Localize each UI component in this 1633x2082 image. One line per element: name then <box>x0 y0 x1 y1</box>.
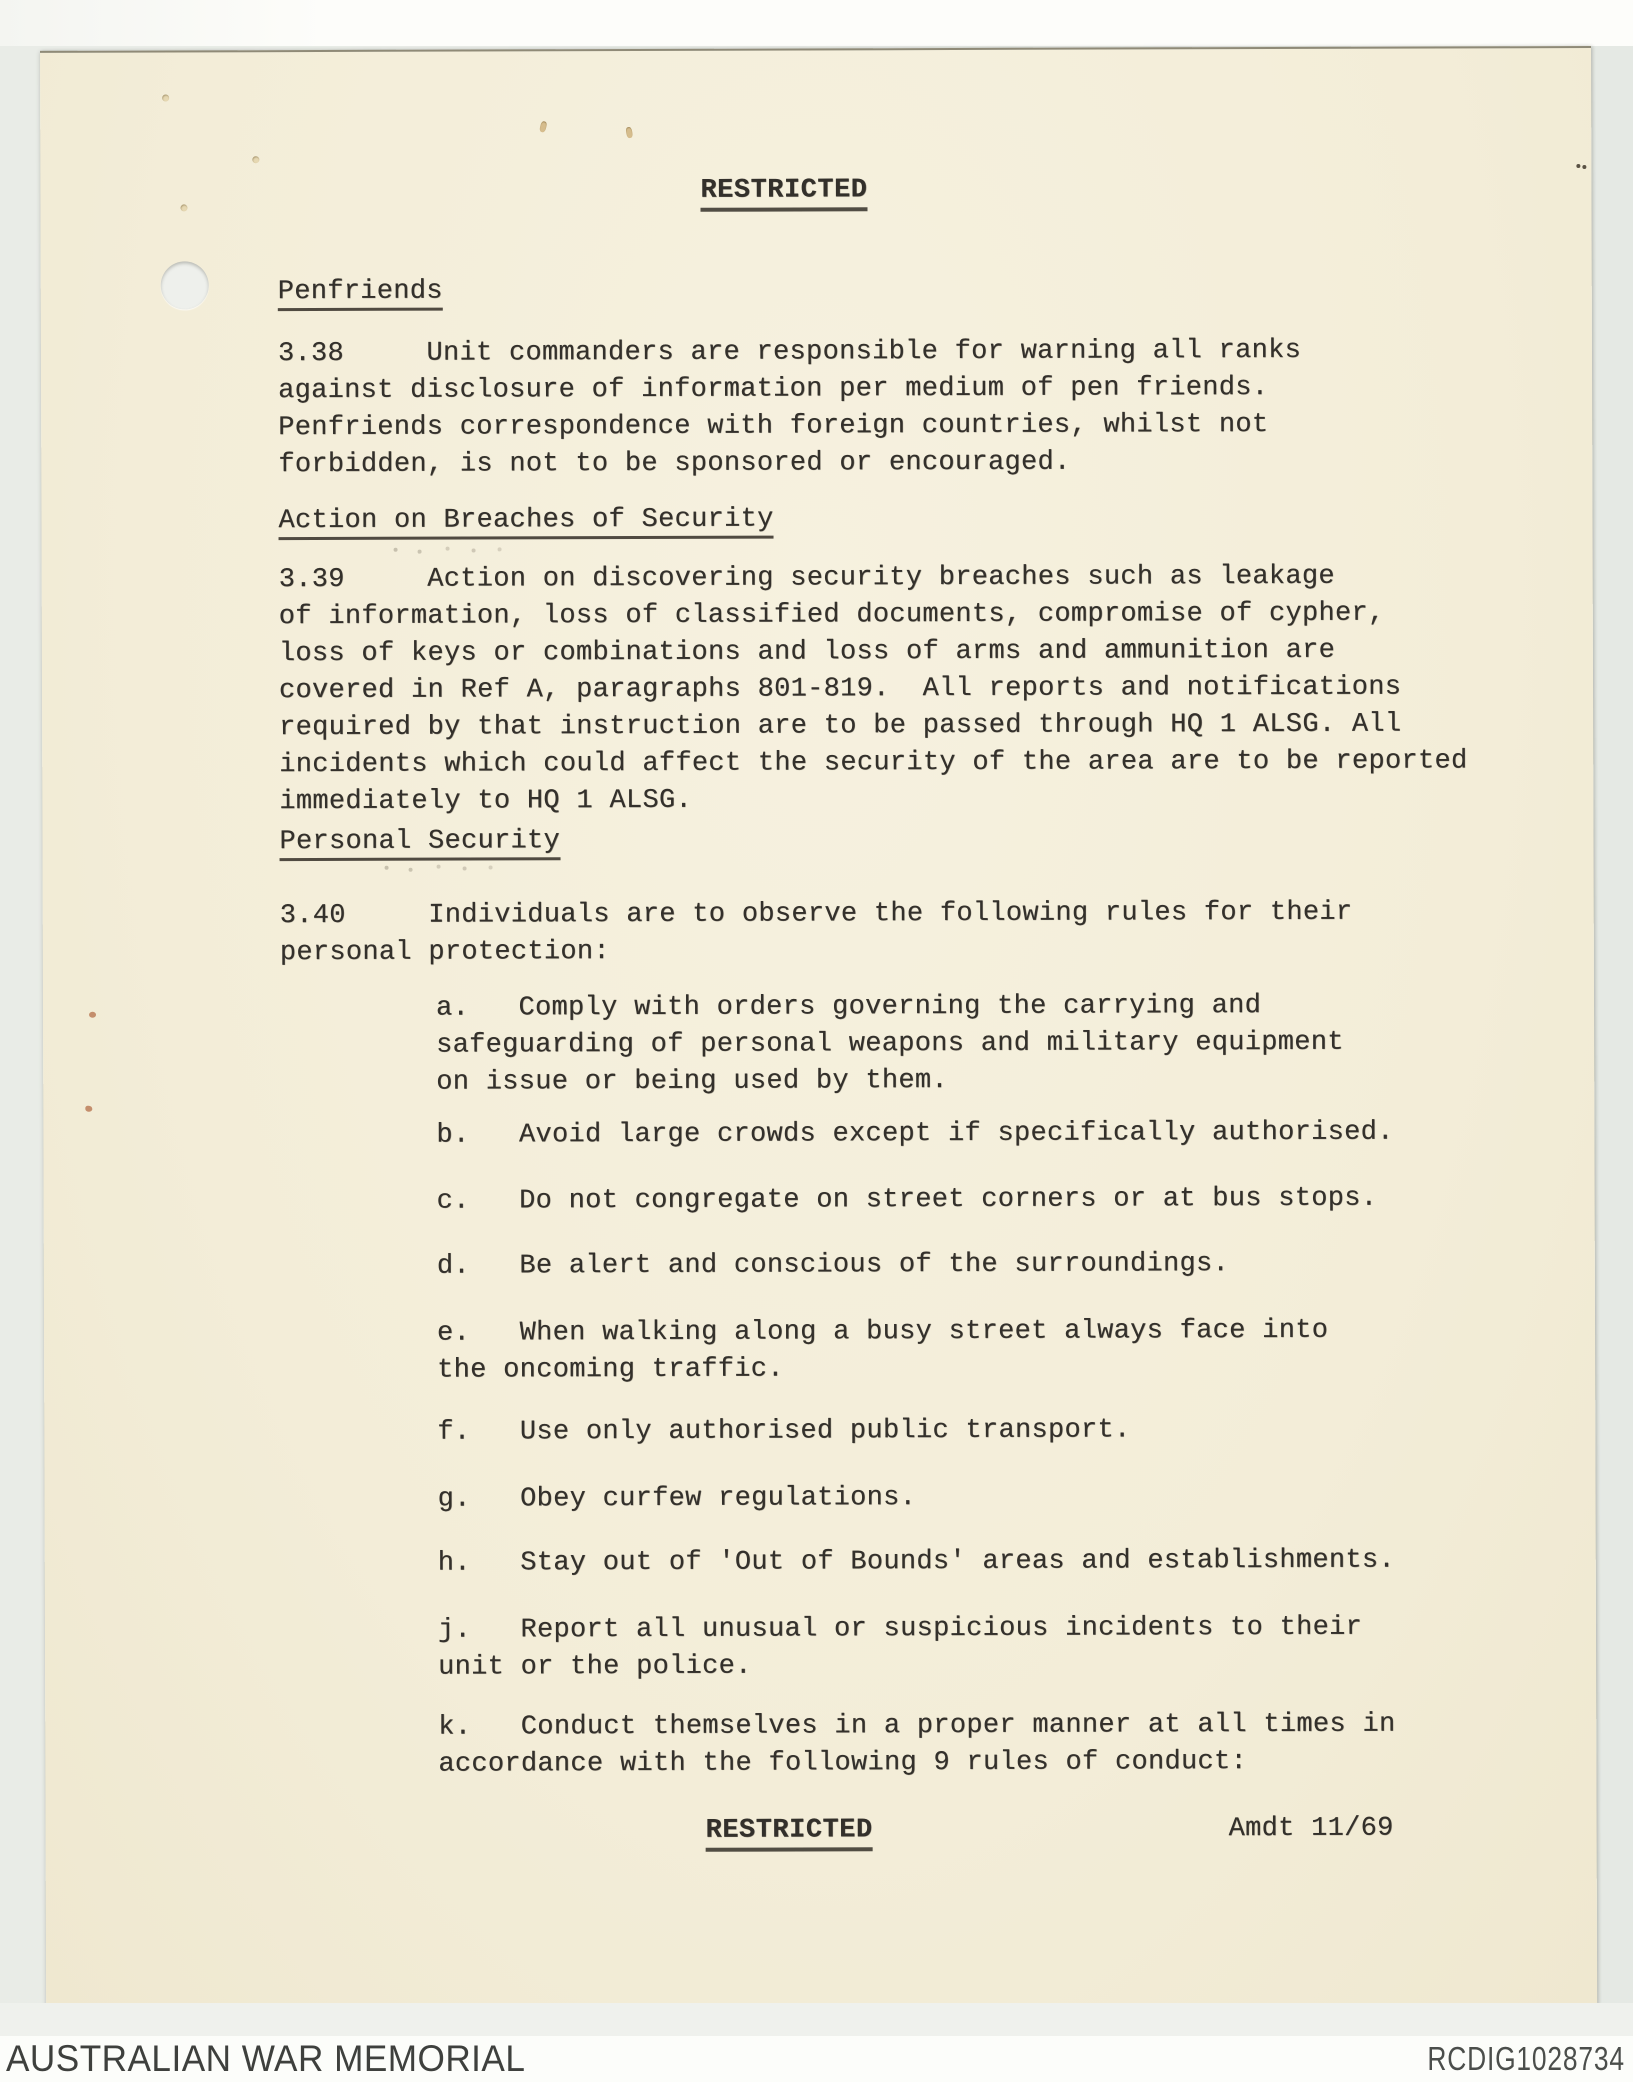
paper-pinhole <box>252 156 259 163</box>
paragraph-3-39: 3.39 Action on discovering security breaches such as leakage of information, loss of classified documents, compromise of cypher, loss of keys or combinations and loss of arms and ammunition are covered in Ref A, paragraphs 801-819. All reports and notifications required by that instruction are to be passed through HQ 1 ALSG. All incidents which could affect the security of the area are to be reported immediately to HQ 1 ALSG. <box>278 561 1468 818</box>
typewriter-smudge <box>385 866 389 870</box>
classification-header <box>700 172 867 210</box>
document-page <box>40 46 1597 2010</box>
amendment-number: Amdt 11/69 <box>1228 1813 1394 1845</box>
punch-hole <box>161 261 209 309</box>
paragraph-3-40: 3.40 Individuals are to observe the following rules for their personal protection: <box>279 897 1353 969</box>
rule-item-a: a. Comply with orders governing the carrying and safeguarding of personal weapons and military equipment on issue or being used by them. <box>435 991 1344 1098</box>
rule-item-b: b. Avoid large crowds except if specifically authorised. <box>436 1117 1394 1151</box>
archive-reference-id: RCDIG1028734 <box>1427 2040 1625 2077</box>
rule-item-j: j. Report all unusual or suspicious incidents to their unit or the police. <box>437 1612 1363 1683</box>
classification-header-text: RESTRICTED <box>700 175 867 212</box>
section-heading-penfriends: Penfriends <box>278 274 443 312</box>
section-heading-personal-security: Personal Security <box>279 823 560 861</box>
rule-item-k: k. Conduct themselves in a proper manner at all times in accordance with the following 9 rules of conduct: <box>438 1709 1396 1780</box>
paper-mark <box>1576 164 1580 168</box>
paper-mark <box>539 121 547 133</box>
rule-item-c: c. Do not congregate on street corners or at bus stops. <box>436 1183 1378 1217</box>
paper-stain <box>85 1106 92 1112</box>
archive-footer-bar <box>0 2036 1633 2082</box>
paragraph-3-38: 3.38 Unit commanders are responsible for warning all ranks against disclosure of information per medium of pen friends. Penfriends correspondence with foreign countries, whilst not forbidden, is not to be sponsored or encouraged. <box>277 335 1302 481</box>
typewriter-smudge <box>394 548 398 552</box>
rule-item-g: g. Obey curfew regulations. <box>437 1483 917 1515</box>
paper-stain <box>89 1012 96 1018</box>
classification-footer-text: RESTRICTED <box>706 1815 873 1852</box>
paper-pinhole <box>162 94 169 101</box>
scan-top-margin <box>0 0 1633 46</box>
archive-institution-label: AUSTRALIAN WAR MEMORIAL <box>6 2038 526 2079</box>
classification-footer <box>706 1812 873 1850</box>
rule-item-f: f. Use only authorised public transport. <box>437 1415 1131 1448</box>
rule-item-d: d. Be alert and conscious of the surroundings. <box>436 1249 1230 1282</box>
rule-item-h: h. Stay out of 'Out of Bounds' areas and establishments. <box>437 1545 1395 1579</box>
section-heading-breaches: Action on Breaches of Security <box>278 502 773 541</box>
paper-pinhole <box>180 204 187 211</box>
paper-mark <box>625 127 633 139</box>
rule-item-e: e. When walking along a busy street always face into the oncoming traffic. <box>436 1315 1329 1386</box>
